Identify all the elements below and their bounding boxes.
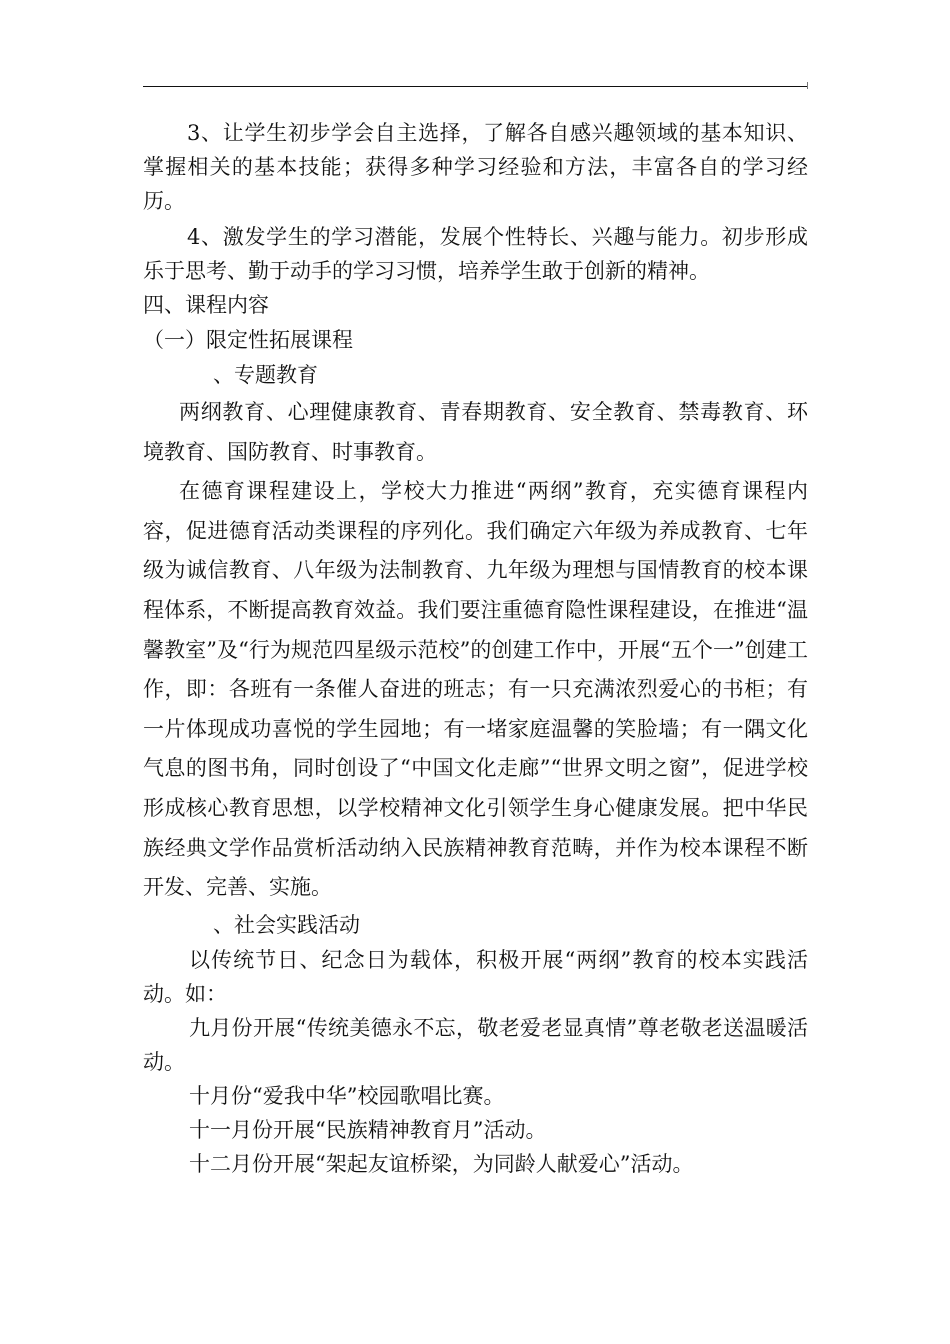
activity-december: 十二月份开展“架起友谊桥梁，为同龄人献爱心”活动。 xyxy=(189,1151,694,1176)
subsection-heading: （一）限定性拓展课程 xyxy=(143,328,353,352)
paragraph-goal-4: 4、激发学生的学习潜能，发展个性特长、兴趣与能力。初步形成乐于思考、勤于动手的学习习惯，培养学生敢于创新的精神。 xyxy=(143,225,808,283)
activity-november: 十一月份开展“民族精神教育月”活动。 xyxy=(189,1117,547,1142)
item2-intro: 以传统节日、纪念日为载体，积极开展“两纲”教育的校本实践活动。如： xyxy=(143,947,808,1006)
header-rule xyxy=(143,86,808,87)
paragraph-goal-3: 3、让学生初步学会自主选择，了解各自感兴趣领域的基本知识、掌握相关的基本技能；获得多种学习经验和方法，丰富各自的学习经历。 xyxy=(143,121,808,213)
section-heading: 四、课程内容 xyxy=(143,293,269,317)
activity-september: 九月份开展“传统美德永不忘，敬老爱老显真情”尊老敬老送温暖活动。 xyxy=(143,1015,808,1074)
header-rule-end-mark xyxy=(807,82,808,89)
item1-heading: 、专题教育 xyxy=(213,363,318,387)
item1-list: 两纲教育、心理健康教育、青春期教育、安全教育、禁毒教育、环境教育、国防教育、时事教育。 xyxy=(143,400,808,464)
document-body xyxy=(143,116,808,1181)
item1-body: 在德育课程建设上，学校大力推进“两纲”教育，充实德育课程内容，促进德育活动类课程的序列化。我们确定六年级为养成教育、七年级为诚信教育、八年级为法制教育、九年级为理想与国情教育的校本课程体系，不断提高教育效益。我们要注重德育隐性课程建设，在推进“温馨教室”及“行为规范四星级示范校”的创建工作中，开展“五个一”创建工作，即：各班有一条催人奋进的班志；有一只充满浓烈爱心的书柜；有一片体现成功喜悦的学生园地；有一堵家庭温馨的笑脸墙；有一隅文化气息的图书角，同时创设了“中国文化走廊”“世界文明之窗”，促进学校形成核心教育思想，以学校精神文化引领学生身心健康发展。把中华民族经典文学作品赏析活动纳入民族精神教育范畴，并作为校本课程不断开发、完善、实施。 xyxy=(143,479,808,900)
activity-october: 十月份“爱我中华”校园歌唱比赛。 xyxy=(189,1083,505,1108)
item2-heading: 、社会实践活动 xyxy=(213,912,360,937)
